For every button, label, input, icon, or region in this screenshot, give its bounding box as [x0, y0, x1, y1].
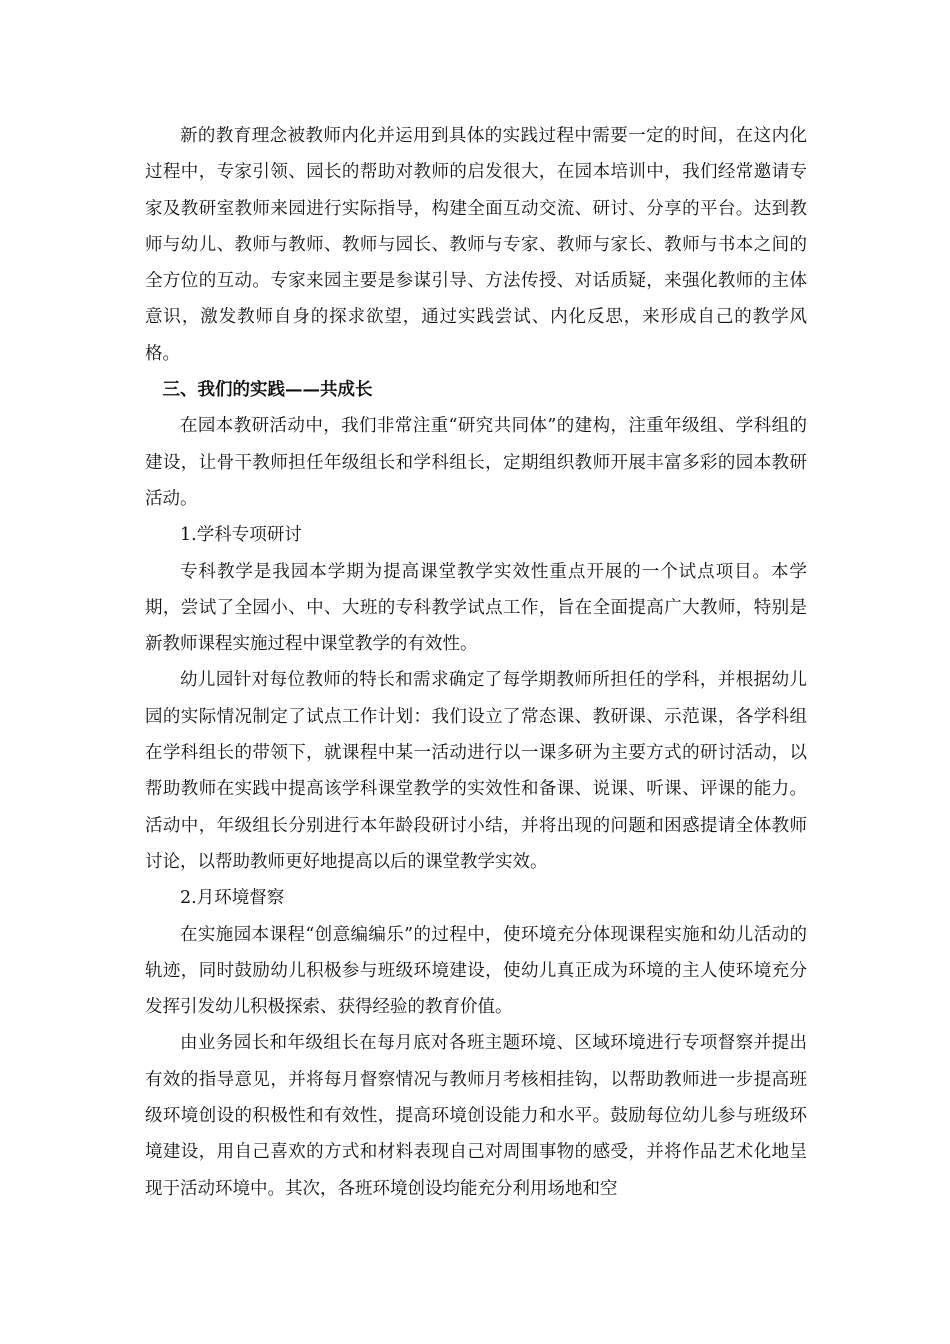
- document-page: [145, 118, 807, 1207]
- paragraph-4: 幼儿园针对每位教师的特长和需求确定了每学期教师所担任的学科，并根据幼儿园的实际情况制定了试点工作计划：我们设立了常态课、教研课、示范课，各学科组在学科组长的带领下，就课程中某一活动进行以一课多研为主要方式的研讨活动，以帮助教师在实践中提高该学科课堂教学的实效性和备课、说课、听课、评课的能力。活动中，年级组长分别进行本年龄段研讨小结，并将出现的问题和困惑提请全体教师讨论，以帮助教师更好地提高以后的课堂教学实效。: [145, 670, 807, 872]
- paragraph-6: 由业务园长和年级组长在每月底对各班主题环境、区域环境进行专项督察并提出有效的指导意见，并将每月督察情况与教师月考核相挂钩，以帮助教师进一步提高班级环境创设的积极性和有效性，提高环境创设能力和水平。鼓励每位幼儿参与班级环境建设，用自己喜欢的方式和材料表现自己对周围事物的感受，并将作品艺术化地呈现于活动环境中。其次，各班环境创设均能充分利用场地和空: [145, 1033, 807, 1199]
- paragraph-3: 专科教学是我园本学期为提高课堂教学实效性重点开展的一个试点项目。本学期，尝试了全园小、中、大班的专科教学试点工作，旨在全面提高广大教师，特别是新教师课程实施过程中课堂教学的有效性。: [145, 561, 807, 655]
- paragraph-1: 新的教育理念被教师内化并运用到具体的实践过程中需要一定的时间，在这内化过程中，专家引领、园长的帮助对教师的启发很大，在园本培训中，我们经常邀请专家及教研室教师来园进行实际指导，构建全面互动交流、研讨、分享的平台。达到教师与幼儿、教师与教师、教师与园长、教师与专家、教师与家长、教师与书本之间的全方位的互动。专家来园主要是参谋引导、方法传授、对话质疑，来强化教师的主体意识，激发教师自身的探求欲望，通过实践尝试、内化反思，来形成自己的教学风格。: [145, 126, 807, 364]
- paragraph-2: 在园本教研活动中，我们非常注重“研究共同体”的建构，注重年级组、学科组的建设，让骨干教师担任年级组长和学科组长，定期组织教师开展丰富多彩的园本教研活动。: [145, 416, 807, 509]
- section-heading-3: 三、我们的实践——共成长: [162, 380, 373, 401]
- subheading-1: 1.学科专项研讨: [180, 525, 302, 546]
- subheading-2: 2.月环境督察: [180, 888, 285, 909]
- paragraph-5: 在实施园本课程“创意编编乐”的过程中，使环境充分体现课程实施和幼儿活动的轨迹，同时鼓励幼儿积极参与班级环境建设，使幼儿真正成为环境的主人使环境充分发挥引发幼儿积极探索、获得经验的教育价值。: [145, 924, 807, 1018]
